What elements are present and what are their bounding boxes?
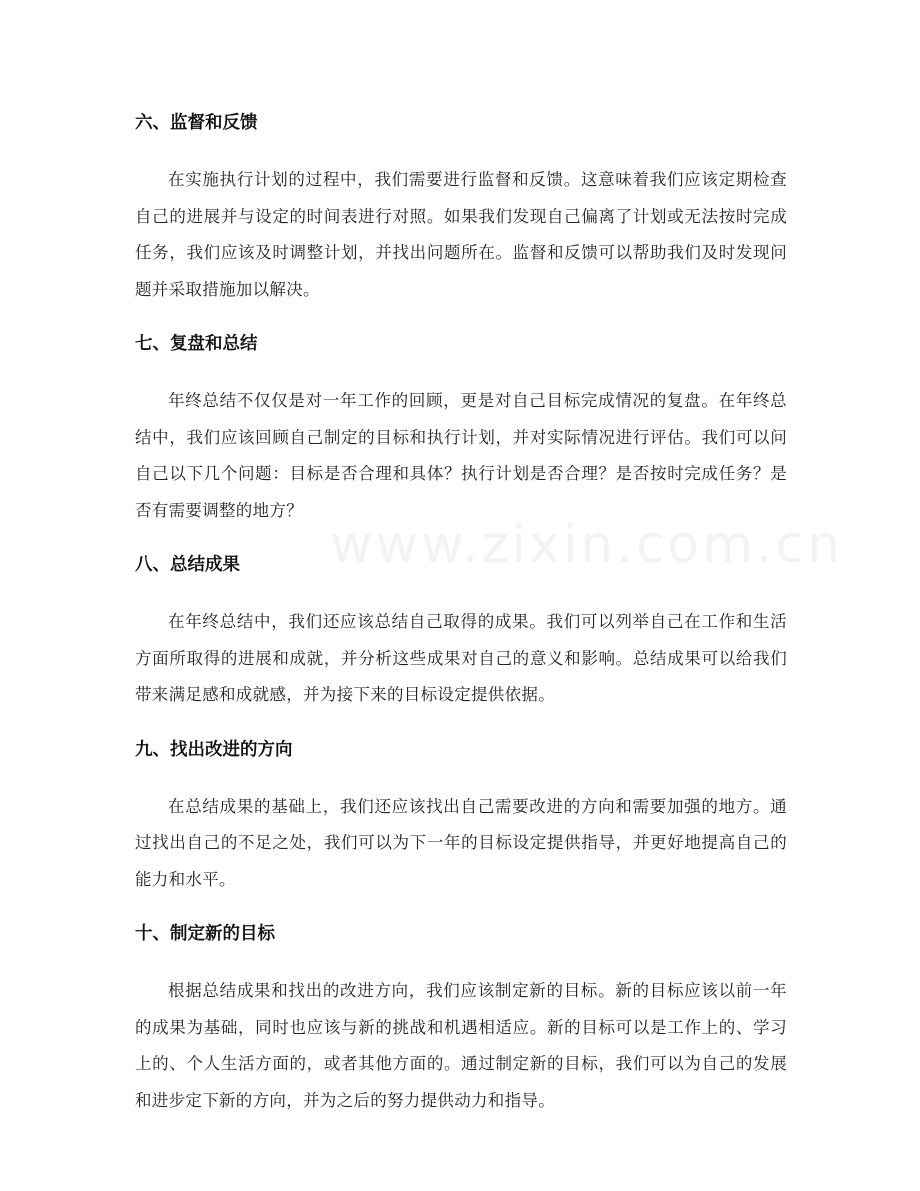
section-paragraph: 年终总结不仅仅是对一年工作的回顾，更是对自己目标完成情况的复盘。在年终总结中，我们应该回顾自己制定的目标和执行计划，并对实际情况进行评估。我们可以问自己以下几个问题：目标是否合理和具体？执行计划是否合理？是否按时完成任务？是否有需要调整的地方？ [135, 391, 787, 520]
section-improvement-direction [135, 734, 787, 899]
section-heading: 八、总结成果 [135, 555, 240, 575]
section-heading: 九、找出改进的方向 [135, 739, 293, 760]
section-heading: 十、制定新的目标 [135, 924, 275, 944]
section-paragraph: 根据总结成果和找出的改进方向，我们应该制定新的目标。新的目标应该以前一年的成果为基础，同时也应该与新的挑战和机遇相适应。新的目标可以是工作上的、学习上的、个人生活方面的，或者其他方面的。通过制定新的目标，我们可以为自己的发展和进步定下新的方向，并为之后的努力提供动力和指导。 [135, 981, 787, 1110]
section-supervision-feedback [135, 107, 787, 308]
section-paragraph: 在实施执行计划的过程中，我们需要进行监督和反馈。这意味着我们应该定期检查自己的进展并与设定的时间表进行对照。如果我们发现自己偏离了计划或无法按时完成任务，我们应该及时调整计划，并找出问题所在。监督和反馈可以帮助我们及时发现问题并采取措施加以解决。 [135, 170, 787, 299]
section-new-goals [135, 918, 787, 1119]
section-heading: 六、监督和反馈 [135, 113, 258, 133]
section-review-summary [135, 328, 787, 529]
section-paragraph: 在年终总结中，我们还应该总结自己取得的成果。我们可以列举自己在工作和生活方面所取得的进展和成就，并分析这些成果对自己的意义和影响。总结成果可以给我们带来满足感和成就感，并为接下来的目标设定提供依据。 [135, 612, 787, 704]
section-heading: 七、复盘和总结 [135, 334, 258, 354]
document-body [135, 107, 787, 1139]
section-paragraph: 在总结成果的基础上，我们还应该找出自己需要改进的方向和需要加强的地方。通过找出自己的不足之处，我们可以为下一年的目标设定提供指导，并更好地提高自己的能力和水平。 [135, 796, 787, 889]
section-summarize-results [135, 549, 787, 714]
watermark: www.zixin.com.cn [330, 515, 843, 575]
